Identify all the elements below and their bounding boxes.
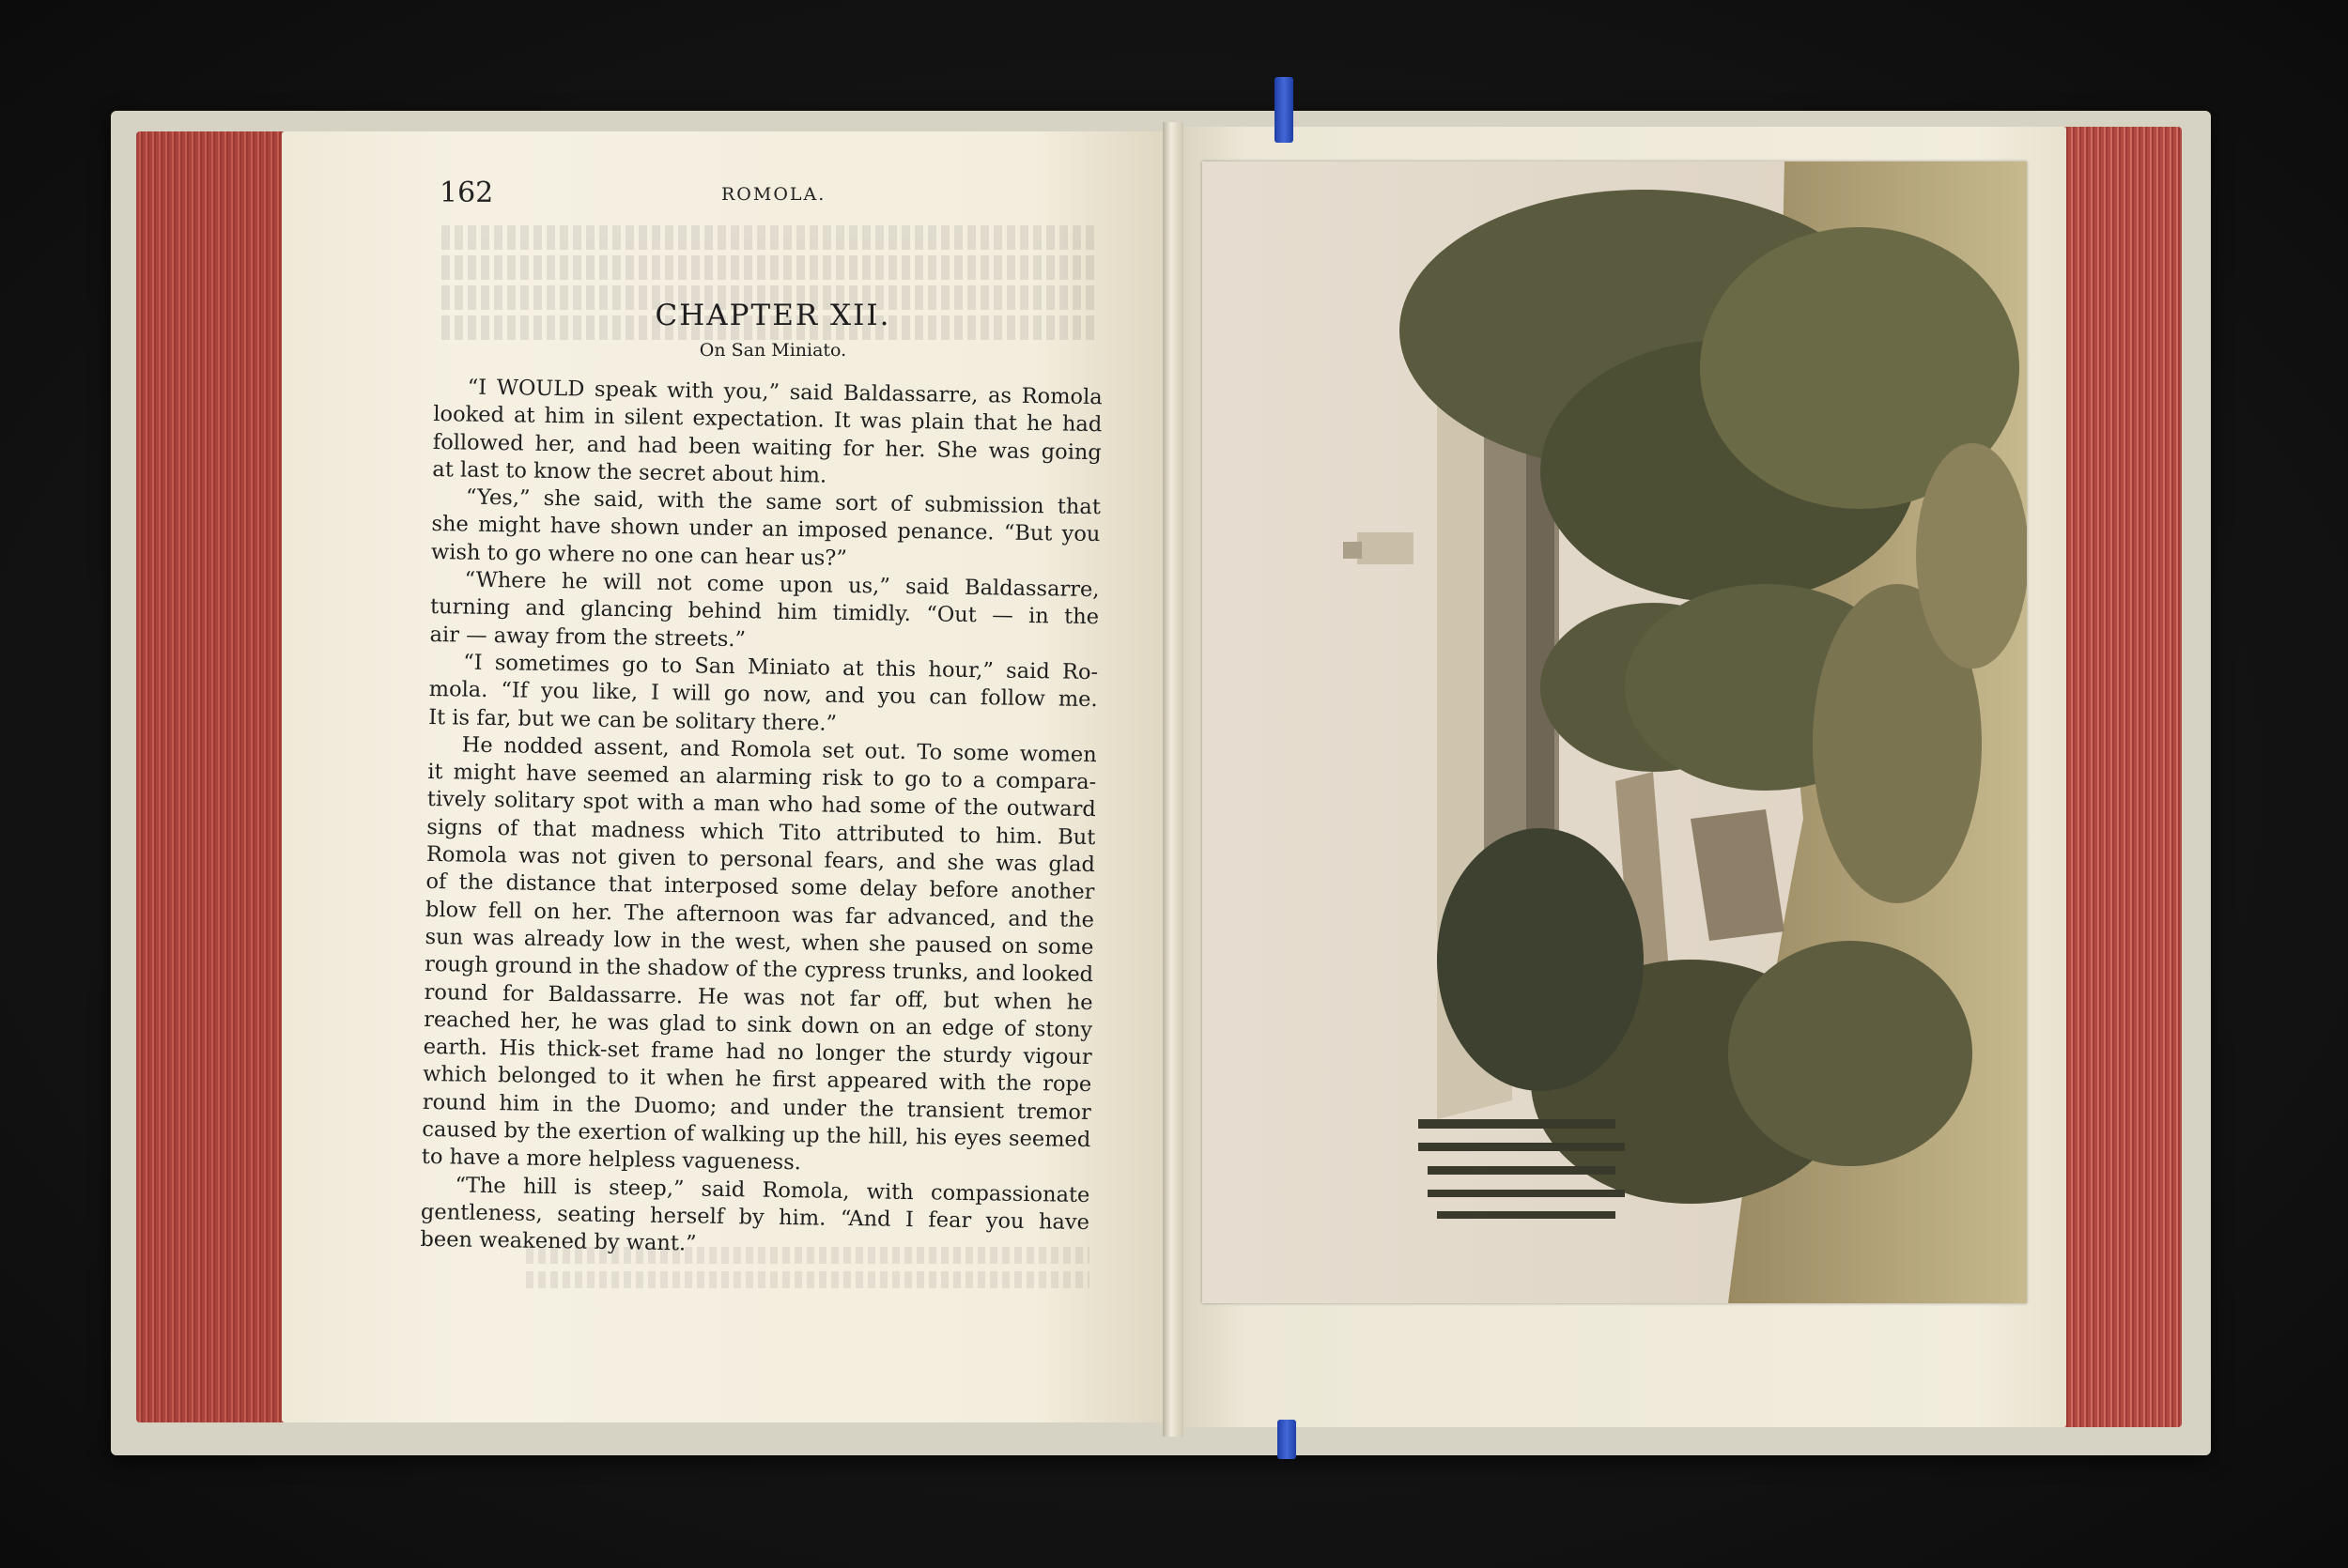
text-line: she might have shown under an imposed penance. “But you <box>431 512 1101 547</box>
text-line: Romola was not given to personal fears, and she was glad <box>425 841 1096 878</box>
text-line: at last to know the secret about him. <box>432 456 827 488</box>
text-line: to have a more helpless vagueness. <box>421 1145 802 1176</box>
text-line: round for Baldassarre. He was not far off, but when he <box>424 979 1093 1015</box>
text-line: “The hill is steep,” said Romola, with compassionate <box>455 1173 1090 1207</box>
right-page-edges <box>2062 127 2182 1427</box>
text-line: It is far, but we can be solitary there.” <box>428 704 838 736</box>
chapter-title: CHAPTER XII. <box>655 299 891 332</box>
text-line: looked at him in silent expectation. It was plain that he had <box>433 402 1103 438</box>
text-line: of the distance that interposed some delay before another <box>425 869 1095 905</box>
text-line: earth. His thick-set frame had no longer the sturdy vigour <box>423 1035 1092 1070</box>
text-line: tively solitary spot with a man who had some of the outward <box>426 787 1096 822</box>
text-line: sun was already low in the west, when she paused on some <box>425 924 1094 961</box>
bookmark-ribbon-bottom[interactable] <box>1277 1420 1296 1459</box>
text-line: reached her, he was glad to sink down on an edge of stony <box>423 1007 1093 1042</box>
text-line: “Yes,” she said, with the same sort of submission that <box>465 484 1102 520</box>
text-line: mola. “If you like, I will go now, and you can follow me. <box>428 677 1098 713</box>
text-line: blow fell on her. The afternoon was far advanced, and the <box>425 897 1095 932</box>
text-line: air — away from the streets.” <box>429 622 747 652</box>
photograph-plate <box>1202 161 2027 1303</box>
running-head: ROMOLA. <box>721 184 826 205</box>
text-line: followed her, and had been waiting for her. She was going <box>432 429 1102 465</box>
text-line: round him in the Duomo; and under the transient tremor <box>422 1089 1091 1125</box>
book-gutter <box>1163 122 1183 1437</box>
text-line: caused by the exertion of walking up the hill, his eyes seemed <box>422 1116 1091 1153</box>
text-line: signs of that madness which Tito attributed to him. But <box>426 814 1096 850</box>
chapter-body-text <box>420 374 1103 1265</box>
text-line: wish to go where no one can hear us?” <box>430 539 848 571</box>
text-line: “I WOULD speak with you,” said Baldassarre, as Romola <box>467 375 1103 410</box>
text-line: turning and glancing behind him timidly. “Out — in the <box>429 594 1100 630</box>
left-page-edges <box>136 131 296 1422</box>
text-line: been weakened by want.” <box>420 1227 697 1256</box>
bookmark-ribbon-top[interactable] <box>1274 77 1293 143</box>
page-header <box>440 177 1106 214</box>
page-number: 162 <box>440 177 494 209</box>
text-line: He nodded assent, and Romola set out. To some women <box>461 732 1097 767</box>
landscape-photo-illustration <box>1202 161 2027 1303</box>
text-line: “Where he will not come upon us,” said Baldassarre, <box>464 567 1100 603</box>
text-line: rough ground in the shadow of the cypress trunks, and looked <box>424 952 1094 988</box>
text-line: gentleness, seating herself by him. “And I fear you have <box>420 1199 1090 1235</box>
text-line: which belonged to it when he first appeared with the rope <box>423 1062 1092 1098</box>
text-line: “I sometimes go to San Miniato at this hour,” said Ro- <box>462 650 1099 685</box>
text-line: it might have seemed an alarming risk to go to a compara- <box>427 760 1097 795</box>
chapter-subtitle: On San Miniato. <box>699 340 847 361</box>
